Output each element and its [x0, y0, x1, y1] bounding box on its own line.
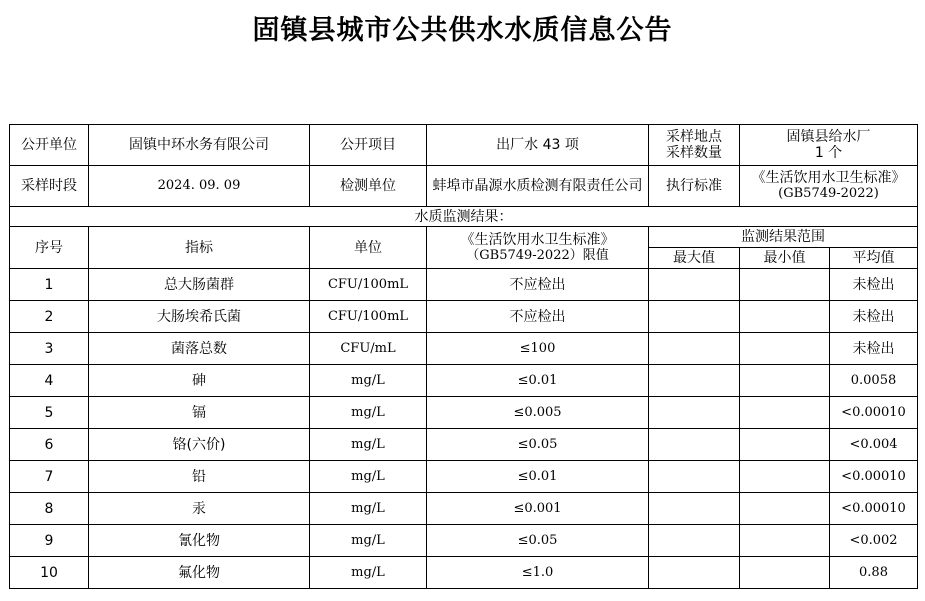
row-avg: 未检出: [830, 301, 918, 333]
publisher-label: 公开单位: [10, 125, 89, 166]
sample-labels: [649, 125, 740, 166]
row-unit: mg/L: [310, 493, 427, 525]
row-limit: ≤1.0: [427, 557, 649, 589]
row-index: 7: [10, 461, 89, 493]
row-limit: ≤0.005: [427, 397, 649, 429]
sample-place-value: 固镇县给水厂: [786, 129, 871, 145]
row-index: 1: [10, 269, 89, 301]
header-row-1: [10, 227, 918, 248]
row-avg: 未检出: [830, 269, 918, 301]
row-limit: ≤0.01: [427, 461, 649, 493]
col-avg-header: 平均值: [830, 248, 918, 269]
info-row-1: [10, 125, 918, 166]
row-min: [740, 429, 830, 461]
row-indicator: 砷: [89, 365, 310, 397]
col-max-header: 最大值: [649, 248, 740, 269]
table-row: [10, 365, 918, 397]
page-title: 固镇县城市公共供水水质信息公告: [252, 15, 673, 46]
row-index: 9: [10, 525, 89, 557]
row-max: [649, 397, 740, 429]
row-max: [649, 557, 740, 589]
row-indicator: 总大肠菌群: [89, 269, 310, 301]
row-min: [740, 461, 830, 493]
standard-line2: (GB5749-2022): [778, 186, 879, 201]
row-unit: mg/L: [310, 461, 427, 493]
table-row: [10, 557, 918, 589]
lab-label: 检测单位: [310, 166, 427, 207]
row-avg: <0.004: [830, 429, 918, 461]
row-avg: 未检出: [830, 333, 918, 365]
period-label: 采样时段: [10, 166, 89, 207]
row-unit: mg/L: [310, 365, 427, 397]
row-unit: CFU/mL: [310, 333, 427, 365]
row-min: [740, 397, 830, 429]
row-index: 5: [10, 397, 89, 429]
row-index: 2: [10, 301, 89, 333]
col-unit-header: 单位: [310, 227, 427, 269]
sample-place-label: 采样地点: [666, 129, 722, 145]
item-value: 出厂水 43 项: [427, 125, 649, 166]
row-max: [649, 525, 740, 557]
row-limit: ≤0.05: [427, 525, 649, 557]
section-title: 水质监测结果：: [10, 207, 918, 227]
lab-value: 蚌埠市晶源水质检测有限责任公司: [427, 166, 649, 207]
standard-value: [740, 166, 918, 207]
row-avg: <0.00010: [830, 493, 918, 525]
row-unit: mg/L: [310, 397, 427, 429]
table-row: [10, 429, 918, 461]
standard-line1: 《生活饮用水卫生标准》: [751, 170, 906, 186]
row-min: [740, 365, 830, 397]
row-unit: CFU/100mL: [310, 301, 427, 333]
row-unit: mg/L: [310, 525, 427, 557]
col-limit-header: [427, 227, 649, 269]
row-index: 8: [10, 493, 89, 525]
item-label: 公开项目: [310, 125, 427, 166]
table-row: [10, 269, 918, 301]
row-max: [649, 269, 740, 301]
row-indicator: 氟化物: [89, 557, 310, 589]
row-indicator: 大肠埃希氏菌: [89, 301, 310, 333]
row-unit: CFU/100mL: [310, 269, 427, 301]
table-row: [10, 397, 918, 429]
row-indicator: 氰化物: [89, 525, 310, 557]
table-row: [10, 525, 918, 557]
row-unit: mg/L: [310, 429, 427, 461]
row-indicator: 铬(六价): [89, 429, 310, 461]
row-min: [740, 301, 830, 333]
col-limit-line1: 《生活饮用水卫生标准》: [460, 231, 615, 248]
row-limit: ≤100: [427, 333, 649, 365]
publisher-value: 固镇中环水务有限公司: [89, 125, 310, 166]
row-min: [740, 557, 830, 589]
row-limit: 不应检出: [427, 301, 649, 333]
water-quality-table: [9, 124, 918, 589]
row-min: [740, 333, 830, 365]
row-indicator: 铅: [89, 461, 310, 493]
row-min: [740, 525, 830, 557]
row-unit: mg/L: [310, 557, 427, 589]
table-row: [10, 461, 918, 493]
row-limit: ≤0.001: [427, 493, 649, 525]
row-indicator: 汞: [89, 493, 310, 525]
sample-count-value: 1 个: [814, 145, 843, 161]
col-min-header: 最小值: [740, 248, 830, 269]
table-row: [10, 333, 918, 365]
row-limit: ≤0.05: [427, 429, 649, 461]
row-index: 3: [10, 333, 89, 365]
row-max: [649, 429, 740, 461]
row-min: [740, 269, 830, 301]
row-index: 4: [10, 365, 89, 397]
section-row: [10, 207, 918, 227]
row-min: [740, 493, 830, 525]
row-indicator: 镉: [89, 397, 310, 429]
col-limit-line2: （GB5749-2022）限值: [466, 247, 609, 263]
row-avg: 0.0058: [830, 365, 918, 397]
row-limit: 不应检出: [427, 269, 649, 301]
col-index-header: 序号: [10, 227, 89, 269]
row-avg: 0.88: [830, 557, 918, 589]
table-row: [10, 493, 918, 525]
row-index: 10: [10, 557, 89, 589]
row-index: 6: [10, 429, 89, 461]
row-max: [649, 493, 740, 525]
row-max: [649, 461, 740, 493]
row-avg: <0.002: [830, 525, 918, 557]
standard-label: 执行标准: [649, 166, 740, 207]
col-range-header: 监测结果范围: [649, 227, 918, 248]
table-row: [10, 301, 918, 333]
row-indicator: 菌落总数: [89, 333, 310, 365]
sample-count-label: 采样数量: [666, 145, 722, 161]
row-limit: ≤0.01: [427, 365, 649, 397]
sample-values: [740, 125, 918, 166]
info-row-2: [10, 166, 918, 207]
row-max: [649, 301, 740, 333]
row-avg: <0.00010: [830, 397, 918, 429]
col-indicator-header: 指标: [89, 227, 310, 269]
row-avg: <0.00010: [830, 461, 918, 493]
row-max: [649, 365, 740, 397]
row-max: [649, 333, 740, 365]
period-value: 2024. 09. 09: [89, 166, 310, 207]
